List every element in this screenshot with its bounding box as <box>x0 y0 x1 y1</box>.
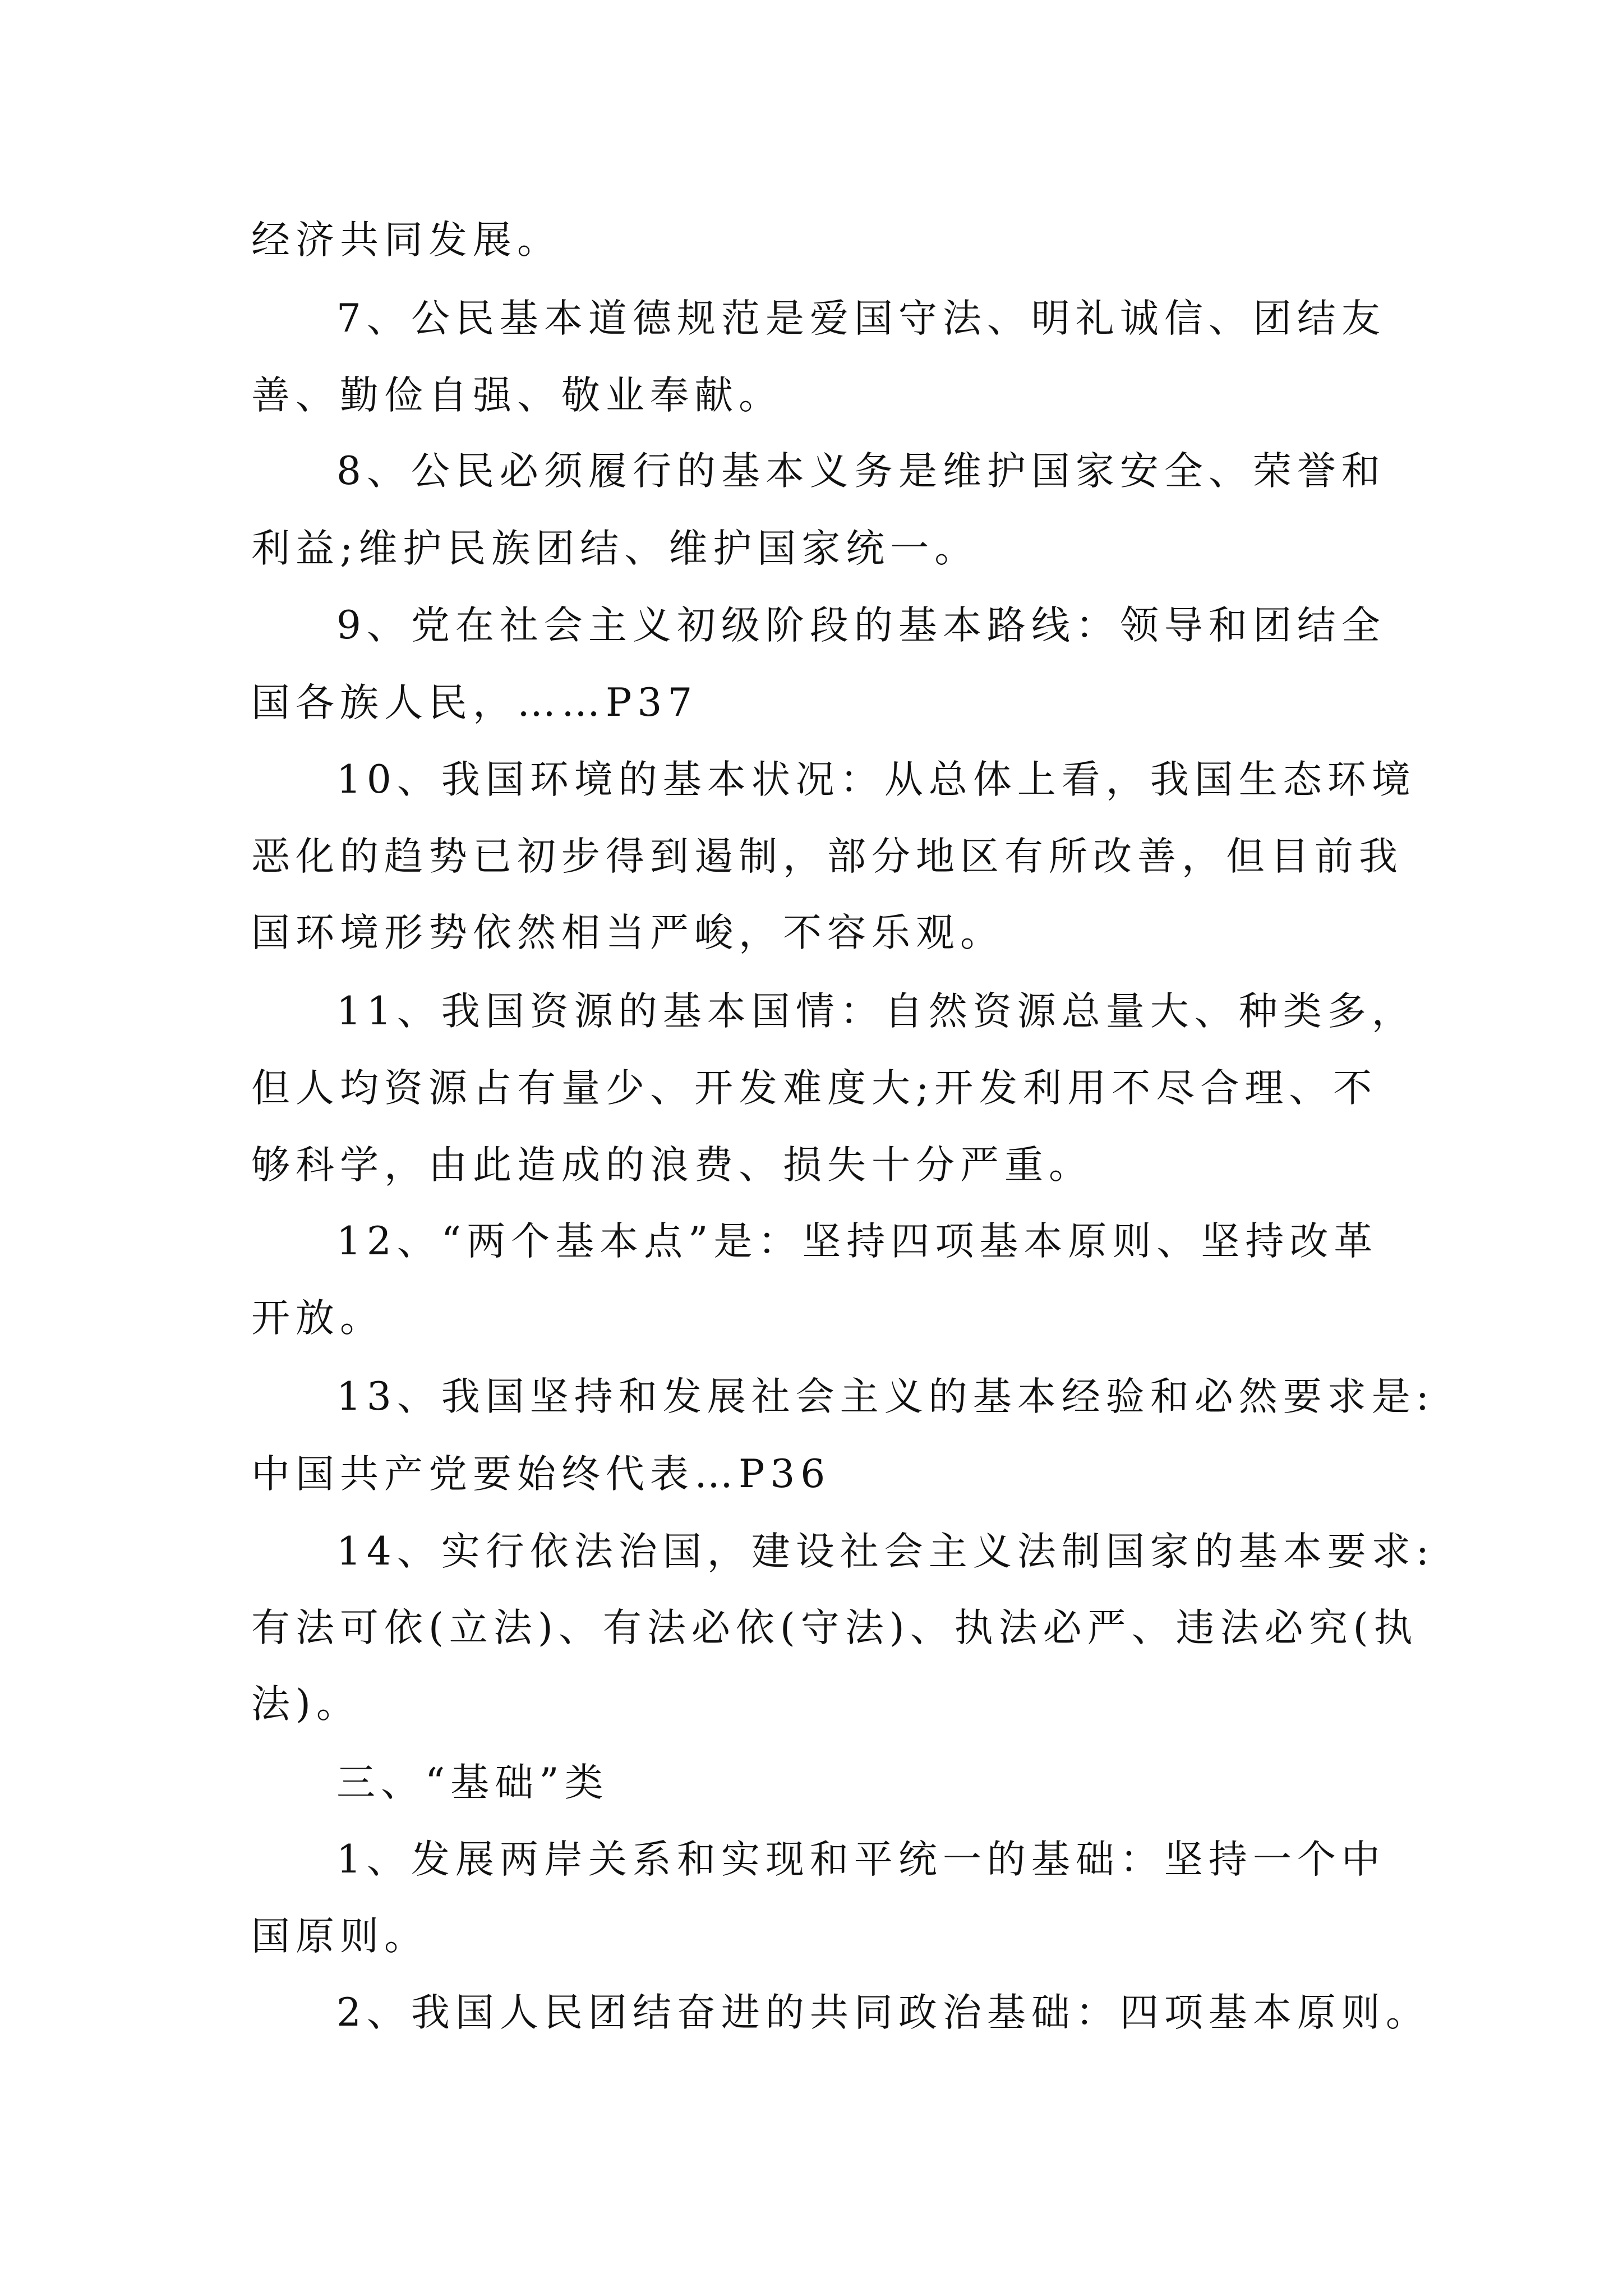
text-line: 13、我国坚持和发展社会主义的基本经验和必然要求是: <box>336 1374 1435 1419</box>
section-heading: 三、“基础”类 <box>336 1760 609 1805</box>
text-line: 10、我国环境的基本状况：从总体上看，我国生态环境 <box>336 757 1416 802</box>
text-line: 恶化的趋势已初步得到遏制，部分地区有所改善，但目前我 <box>251 834 1403 879</box>
text-line: 12、“两个基本点”是：坚持四项基本原则、坚持改革 <box>336 1219 1378 1264</box>
text-line: 善、勤俭自强、敬业奉献。 <box>251 373 783 418</box>
text-line: 国各族人民，……P37 <box>251 680 698 725</box>
text-line: 8、公民必须履行的基本义务是维护国家安全、荣誉和 <box>336 449 1386 494</box>
text-line: 但人均资源占有量少、开发难度大;开发利用不尽合理、不 <box>251 1066 1378 1111</box>
text-line: 1、发展两岸关系和实现和平统一的基础：坚持一个中 <box>336 1837 1386 1882</box>
text-line: 经济共同发展。 <box>251 218 561 263</box>
text-line: 法)。 <box>251 1682 361 1727</box>
text-line: 7、公民基本道德规范是爱国守法、明礼诚信、团结友 <box>336 296 1386 341</box>
text-line: 国原则。 <box>251 1914 428 1959</box>
text-line: 14、实行依法治国，建设社会主义法制国家的基本要求: <box>336 1529 1435 1574</box>
text-line: 9、党在社会主义初级阶段的基本路线：领导和团结全 <box>336 603 1386 648</box>
text-line: 有法可依(立法)、有法必依(守法)、执法必严、违法必究(执 <box>251 1605 1418 1650</box>
text-line: 够科学，由此造成的浪费、损失十分严重。 <box>251 1143 1093 1188</box>
text-line: 国环境形势依然相当严峻，不容乐观。 <box>251 910 1004 955</box>
text-line: 利益;维护民族团结、维护国家统一。 <box>251 526 979 571</box>
text-line: 开放。 <box>251 1296 384 1341</box>
text-line: 2、我国人民团结奋进的共同政治基础：四项基本原则。 <box>336 1990 1430 2035</box>
text-line: 11、我国资源的基本国情：自然资源总量大、种类多， <box>336 989 1416 1034</box>
text-line: 中国共产党要始终代表…P36 <box>251 1452 831 1497</box>
